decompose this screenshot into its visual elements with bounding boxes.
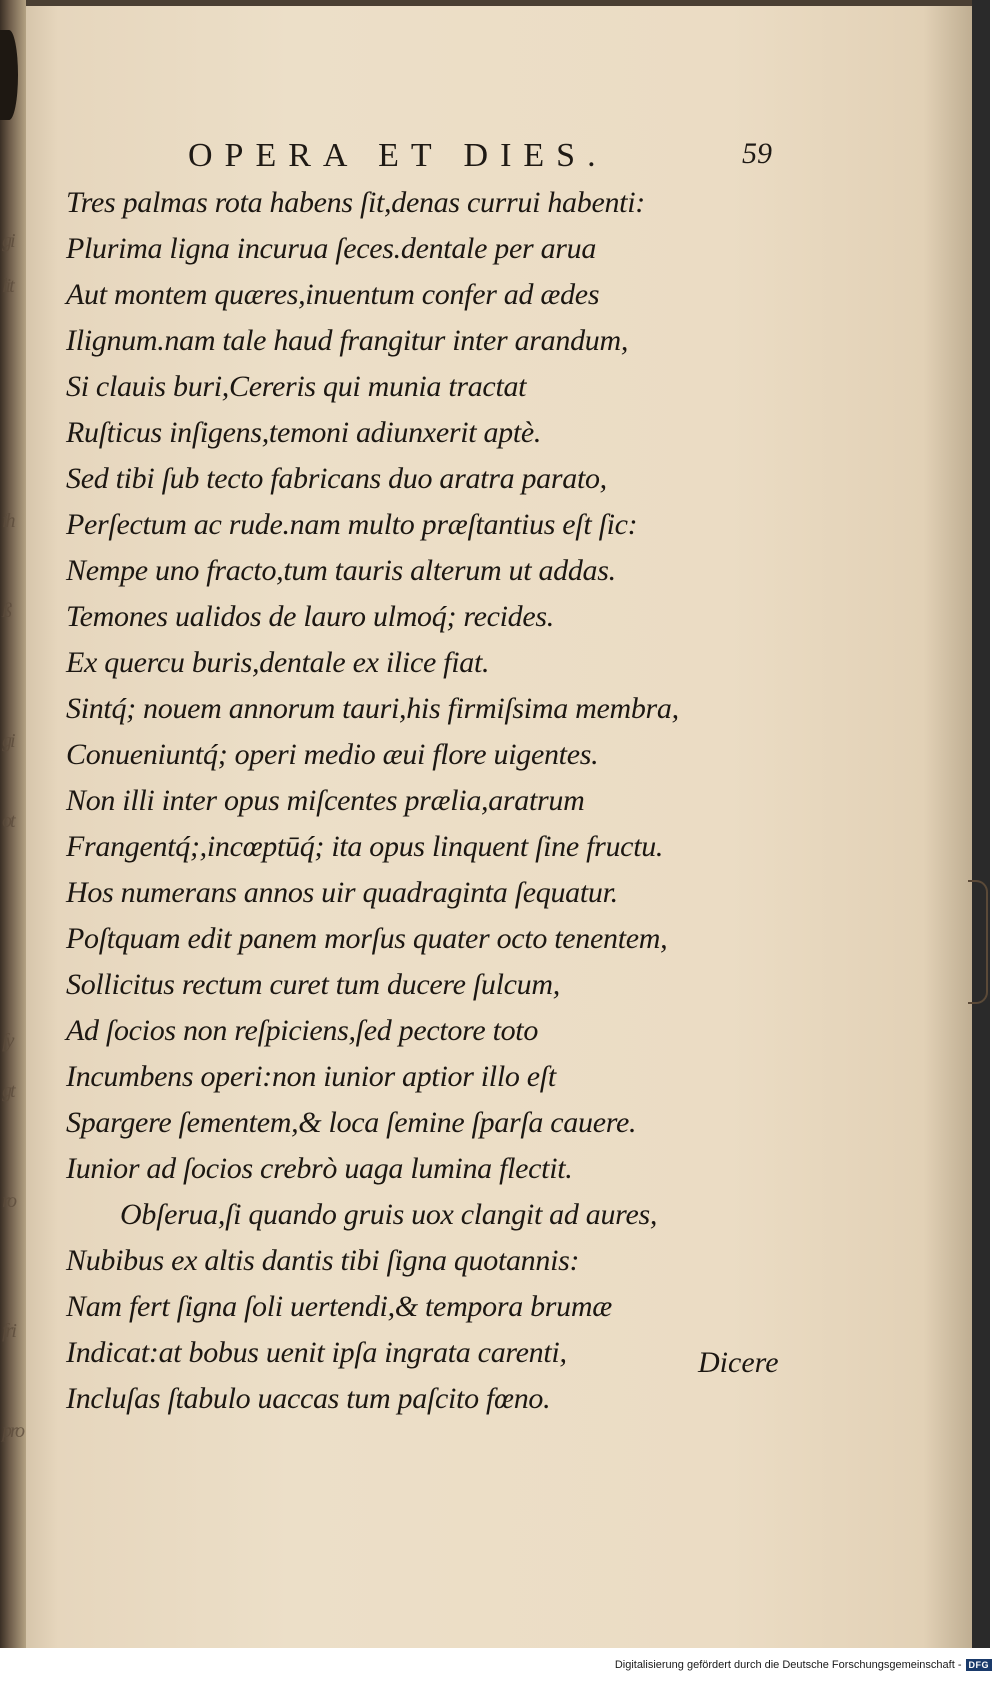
verse-line: Ruſticus inſigens,temoni adiunxerit aptè.	[66, 416, 542, 449]
verse-line: Si clauis buri,Cereris qui munia tractat	[66, 370, 527, 403]
margin-fragment: gi	[2, 230, 14, 252]
verse-line: Aut montem quæres,inuentum confer ad ædes	[66, 278, 600, 311]
margin-fragment: ß	[2, 600, 10, 622]
margin-fragment: pro	[2, 1420, 24, 1442]
margin-fragment: gi	[2, 730, 14, 752]
verse-line: Ilignum.nam tale haud frangitur inter arandum,	[66, 324, 629, 357]
binding-shadow	[0, 30, 18, 120]
page-clip	[968, 880, 988, 1004]
verse-line: Hos numerans annos uir quadraginta ſequatur.	[66, 876, 618, 909]
verse-line: Nempe uno fracto,tum tauris alterum ut addas.	[66, 554, 616, 587]
running-head: OPERA ET DIES.	[188, 137, 608, 174]
verse-line: Frangentq́;,incœptūq́; ita opus linquent ſine fructu.	[66, 830, 664, 863]
digitization-credit	[615, 1656, 992, 1674]
margin-fragment: ot	[2, 810, 14, 832]
verse-line: Nam fert ſigna ſoli uertendi,& tempora brumæ	[66, 1290, 612, 1323]
margin-fragment: ih	[2, 510, 14, 532]
verse-line: Ex quercu buris,dentale ex ilice fiat.	[66, 646, 490, 679]
catchword: Dicere	[698, 1346, 779, 1379]
verse-block	[66, 180, 806, 1422]
margin-fragment: gt	[2, 1080, 14, 1102]
credit-text: Digitalisierung gefördert durch die Deutsche Forschungsgemeinschaft -	[614, 1659, 962, 1671]
page-top-edge	[26, 0, 972, 6]
verse-line: Indicat:at bobus uenit ipſa ingrata carenti,	[66, 1336, 567, 1369]
verse-line: Sollicitus rectum curet tum ducere ſulcum,	[66, 968, 560, 1001]
verse-line: Incumbens operi:non iunior aptior illo eſt	[66, 1060, 556, 1093]
verse-line: Plurima ligna incurua ſeces.dentale per arua	[66, 232, 597, 265]
verse-line: Spargere ſementem,& loca ſemine ſparſa cauere.	[66, 1106, 637, 1139]
verse-line: Non illi inter opus miſcentes prælia,aratrum	[66, 784, 585, 817]
page-number: 59	[742, 137, 772, 170]
margin-fragment: ſy	[2, 1030, 13, 1052]
verse-line: Sed tibi ſub tecto fabricans duo aratra parato,	[66, 462, 607, 495]
verse-line-indented: Obſerua,ſi quando gruis uox clangit ad aures,	[120, 1198, 658, 1231]
verse-line: Iunior ad ſocios crebrò uaga lumina flectit.	[66, 1152, 573, 1185]
verse-line: Perſectum ac rude.nam multo præſtantius eſt ſic:	[66, 508, 638, 541]
margin-fragment: fri	[2, 1320, 15, 1342]
margin-fragment: ro	[2, 1190, 16, 1212]
verse-line: Nubibus ex altis dantis tibi ſigna quotannis:	[66, 1244, 580, 1277]
verse-line: Ad ſocios non reſpiciens,ſed pectore toto	[66, 1014, 539, 1047]
verse-line: Incluſas ſtabulo uaccas tum paſcito fœno.	[66, 1382, 551, 1415]
margin-fragment: lit	[2, 275, 13, 297]
verse-line: Conueniuntq́; operi medio æui flore uigentes.	[66, 738, 599, 771]
verse-line: Poſtquam edit panem morſus quater octo tenentem,	[66, 922, 668, 955]
dfg-logo: DFG	[966, 1659, 993, 1671]
verse-line: Sintq́; nouem annorum tauri,his firmiſsima membra,	[66, 692, 679, 725]
verse-line: Tres palmas rota habens ſit,denas currui habenti:	[66, 186, 645, 219]
verse-line: Temones ualidos de lauro ulmoq́; recides.	[66, 600, 554, 633]
